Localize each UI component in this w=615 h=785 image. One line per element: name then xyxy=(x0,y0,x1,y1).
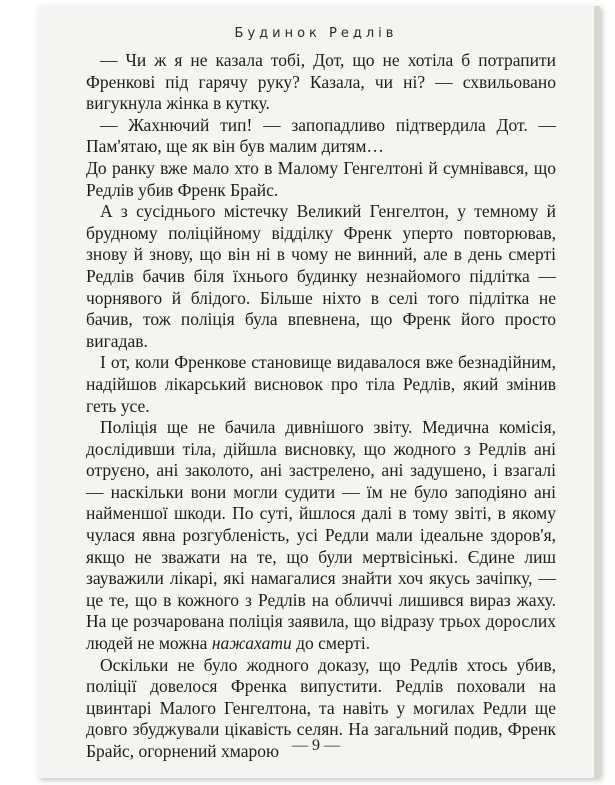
body-text xyxy=(86,50,556,763)
paragraph-3: До ранку вже мало хто в Малому Генгелтоні й сумнівався, що Редлів убив Френк Брайс. xyxy=(86,157,556,200)
paragraph-6-text: Поліція ще не бачила дивнішого звіту. Медична комісія, дослідивши тіла, дійшла висновку, що жодного з Редлів ані отруєно, ані заколото, ані застрелено, ані задушено, і взагалі — наскільки вони могли судити — їм не було заподіяно ані найменшої шкоди. По суті, йшлося далі в тому звіті, в якому чулася явна розгубленість, усі Редли мали ідеальне здоров'я, якщо не зважати на те, що були мертвісінькі. Єдине лиш зауважили лікарі, які намагалися знайти хоч якусь зачіпку, — це те, що в кожного з Редлів на обличчі лишився вираз жаху. На це розчарована поліція заявила, що відразу трьох дорослих людей не можна xyxy=(86,417,556,654)
paragraph-1: — Чи ж я не казала тобі, Дот, що не хотіла б потрапити Френкові під гарячу руку? Казала, чи ні? — схвильовано вигукнула жінка в кутку. xyxy=(86,50,556,114)
book-page xyxy=(38,6,600,778)
page-number: — 9 — xyxy=(292,737,340,754)
paragraph-5: І от, коли Френкове становище видавалося вже безнадійним, надійшов лікарський висновок про тіла Редлів, який змінив геть усе. xyxy=(86,352,556,416)
paragraph-7: Оскільки не було жодного доказу, що Редлів хтось убив, поліції довелося Френка випустити. Редлів поховали на цвинтарі Малого Генгелтона, та навіть у могилах Редли ще довго збуджували цікавість селян. На загальний подив, Френк Брайс, огорнений хмарою xyxy=(86,654,556,761)
paragraph-4: А з сусіднього містечку Великий Генгелтон, у темному й брудному поліційному відділку Френк уперто повторював, знову й знову, що він ні в чому не винний, але в день смерті Редлів бачив біля їхнього будинку незнайомого підлітка — чорнявого й блідого. Більше ніхто в селі того підлітка не бачив, тож поліція була впевнена, що Френк його просто вигадав. xyxy=(86,201,556,351)
emphasis-word: нажахати xyxy=(211,633,292,654)
paragraph-2: — Жахнючий тип! — запопадливо підтвердила Дот. — Пам'ятаю, ще як він був малим дитям… xyxy=(86,114,556,157)
emphasis-tail: до смерті. xyxy=(291,633,371,654)
paragraph-6 xyxy=(86,417,556,655)
running-header: Будинок Редлів xyxy=(234,26,398,41)
